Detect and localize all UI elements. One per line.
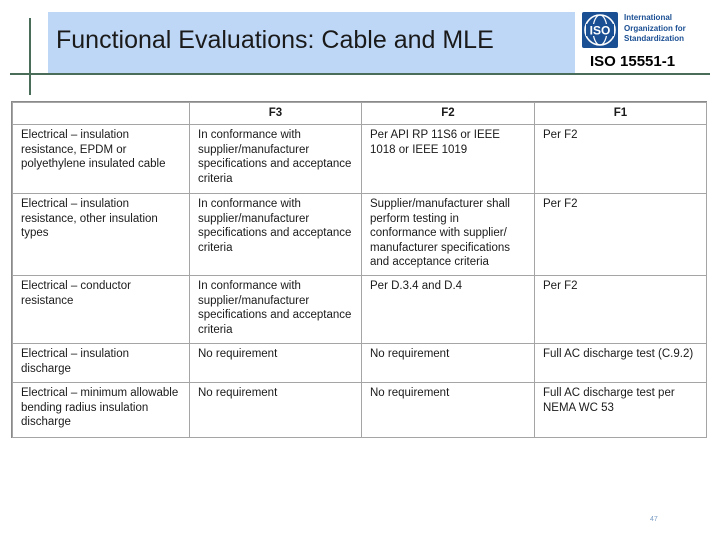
requirements-table xyxy=(11,101,707,438)
iso-org-name xyxy=(624,13,686,45)
table-cell: Full AC discharge test (C.9.2) xyxy=(535,344,707,383)
decor-vertical-line xyxy=(29,18,31,95)
table-row xyxy=(13,125,707,194)
table-row xyxy=(13,194,707,276)
title-band xyxy=(48,12,575,74)
table-cell: No requirement xyxy=(362,383,535,438)
column-header xyxy=(13,103,190,125)
table-cell: Full AC discharge test per NEMA WC 53 xyxy=(535,383,707,438)
table-cell: No requirement xyxy=(190,344,362,383)
table-cell: In conformance with supplier/manufacturer specifications and acceptance criteria xyxy=(190,125,362,194)
iso-logo-icon xyxy=(582,12,618,48)
requirements-grid xyxy=(12,102,707,438)
table-row xyxy=(13,276,707,344)
table-cell: Per F2 xyxy=(535,125,707,194)
table-cell: Per D.3.4 and D.4 xyxy=(362,276,535,344)
table-cell: Supplier/manufacturer shall perform testing in conformance with supplier/ manufacturer specifications and acceptance criteria xyxy=(362,194,535,276)
column-header: F3 xyxy=(190,103,362,125)
table-cell: Per F2 xyxy=(535,276,707,344)
table-cell: Electrical – insulation resistance, EPDM or polyethylene insulated cable xyxy=(13,125,190,194)
decor-horizontal-line xyxy=(10,73,710,75)
iso-globe-icon xyxy=(582,12,618,48)
page-number: 47 xyxy=(650,516,658,523)
column-header: F1 xyxy=(535,103,707,125)
table-cell: Electrical – insulation resistance, other insulation types xyxy=(13,194,190,276)
table-cell: Electrical – conductor resistance xyxy=(13,276,190,344)
iso-org-line: Standardization xyxy=(624,34,685,43)
iso-org-line: Organization for xyxy=(624,23,686,33)
table-cell: Electrical – insulation discharge xyxy=(13,344,190,383)
document-id: ISO 15551-1 xyxy=(590,53,676,70)
table-cell: Electrical – minimum allowable bending radius insulation discharge xyxy=(13,383,190,438)
table-cell: No requirement xyxy=(362,344,535,383)
table-cell: No requirement xyxy=(190,383,362,438)
iso-org-line: International xyxy=(624,13,673,22)
table-row xyxy=(13,344,707,383)
table-cell: Per F2 xyxy=(535,194,707,276)
slide-title: Functional Evaluations: Cable and MLE xyxy=(56,26,494,54)
iso-logo xyxy=(582,12,710,48)
table-cell: In conformance with supplier/manufacturer specifications and acceptance criteria xyxy=(190,276,362,344)
table-cell: In conformance with supplier/manufacturer specifications and acceptance criteria xyxy=(190,194,362,276)
table-header-row xyxy=(13,103,707,125)
column-header: F2 xyxy=(362,103,535,125)
table-cell: Per API RP 11S6 or IEEE 1018 or IEEE 1019 xyxy=(362,125,535,194)
table-row xyxy=(13,383,707,438)
iso-mark-text: ISO xyxy=(589,23,611,38)
